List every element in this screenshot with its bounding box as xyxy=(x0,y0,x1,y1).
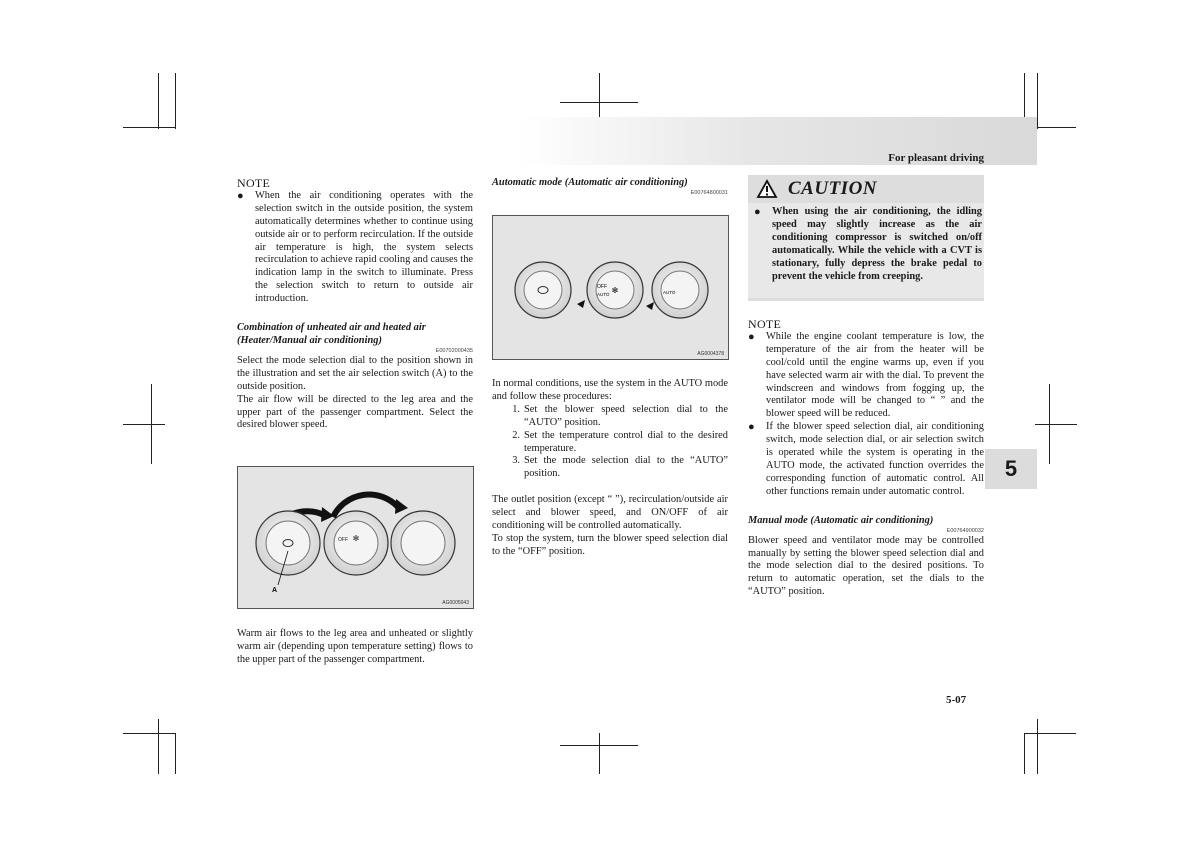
note-text: When the air conditioning operates with the selection switch in the outside position, the system automatically determines whether to continue using outside air or to perform recirculation. If the outside air temperature is high, the system selects recirculation to achieve rapid cooling and causes the indication lamp in the switch to illuminate. Press the selection switch to return to outside air introduction. xyxy=(255,189,473,305)
right-note xyxy=(748,318,984,599)
note-item xyxy=(748,421,984,498)
fig-off-label: OFF xyxy=(338,537,348,543)
bullet-icon: ● xyxy=(748,330,755,343)
auto-steps xyxy=(492,404,728,481)
outlet-paragraph: The outlet position (except “ ”), recirculation/outside air select and blower speed, and ON/OFF of air conditioning will be controlled automatically. xyxy=(492,494,728,532)
combo-paragraph-1: Select the mode selection dial to the position shown in the illustration and set the air selection switch (A) to the outside position. xyxy=(237,354,473,392)
step-item: 2. Set the temperature control dial to the desired temperature. xyxy=(512,429,728,454)
heater-dials-figure xyxy=(237,466,474,609)
figure-code: AG0005043 xyxy=(442,600,469,606)
warning-triangle-icon xyxy=(756,179,778,199)
combo-paragraph-2: The air flow will be directed to the leg area and the upper part of the passenger compartment. Select the desired blower speed. xyxy=(237,393,473,431)
caution-body xyxy=(748,203,984,298)
manual-heading: Manual mode (Automatic air conditioning) xyxy=(748,514,934,526)
dial-off-label: OFF xyxy=(597,284,607,290)
step-item: 3. Set the mode selection dial to the “AUTO” position. xyxy=(512,455,728,480)
section-title: For pleasant driving xyxy=(888,152,984,164)
note-heading: NOTE xyxy=(237,176,271,190)
caution-box xyxy=(748,175,984,301)
dial-auto-label-2: AUTO xyxy=(663,290,676,295)
note-text-1: While the engine coolant temperature is low, the temperature of the air from the heater will be cool/cold until the engine warms up, even if you have selected warm air with the dial. To prevent the windscreen and windows from fogging up, the ventilator mode will be changed to “ ” and the blower speed will be reduced. xyxy=(766,330,984,420)
manual-code: E00764900032 xyxy=(946,527,984,534)
note-text-2: If the blower speed selection dial, air conditioning switch, mode selection dial, or air selection switch is operated while the system is operating in the AUTO mode, the activated function overrides the corresponding function of automatic control. All other functions remain under automatic control. xyxy=(766,421,984,497)
note-item xyxy=(237,190,473,306)
svg-text:✻: ✻ xyxy=(611,286,619,295)
auto-mode-section xyxy=(492,177,728,197)
auto-code: E00764800031 xyxy=(690,189,728,196)
bullet-icon: ● xyxy=(754,206,761,218)
manual-paragraph: Blower speed and ventilator mode may be controlled manually by setting the blower speed selection dial and the mode selection dial to the desired positions. To return to automatic operation, set the dials to the “AUTO” position. xyxy=(748,534,984,598)
dial-auto-label-1: AUTO xyxy=(597,292,610,297)
note-heading-2: NOTE xyxy=(748,317,782,331)
warm-air-paragraph: Warm air flows to the leg area and unheated or slightly warm air (depending upon temperature setting) flows to the upper part of the passenger compartment. xyxy=(237,628,473,665)
bullet-icon: ● xyxy=(237,189,244,202)
heater-dials-illustration xyxy=(238,467,473,608)
figure-code-2: AG0004378 xyxy=(697,351,724,357)
chapter-tab: 5 xyxy=(985,449,1037,489)
caution-header xyxy=(748,175,984,203)
caution-title: CAUTION xyxy=(788,178,878,199)
note-item xyxy=(748,331,984,421)
bullet-icon: ● xyxy=(748,421,755,434)
auto-procedure xyxy=(492,378,728,559)
combo-code: E00702000435 xyxy=(435,347,473,354)
fig-label-a: A xyxy=(272,587,278,594)
auto-dials-figure xyxy=(492,215,729,360)
auto-intro: In normal conditions, use the system in the AUTO mode and follow these procedures: xyxy=(492,378,728,402)
stop-paragraph: To stop the system, turn the blower speed selection dial to the “OFF” position. xyxy=(492,532,728,557)
auto-dials-illustration xyxy=(493,216,728,359)
caution-text: When using the air conditioning, the idling speed may slightly increase as the air conditioning compressor is switched on/off automatically. While the vehicle with a CVT is stationary, fully depress the brake pedal to prevent the vehicle from creeping. xyxy=(772,206,982,282)
auto-heading: Automatic mode (Automatic air conditioning) xyxy=(492,177,688,188)
svg-text:✻: ✻ xyxy=(352,534,360,543)
left-column xyxy=(237,177,473,432)
page-number: 5-07 xyxy=(946,694,967,706)
combo-heading: Combination of unheated air and heated air (Heater/Manual air conditioning) xyxy=(237,322,426,346)
step-item: 1. Set the blower speed selection dial to the “AUTO” position. xyxy=(512,403,728,428)
